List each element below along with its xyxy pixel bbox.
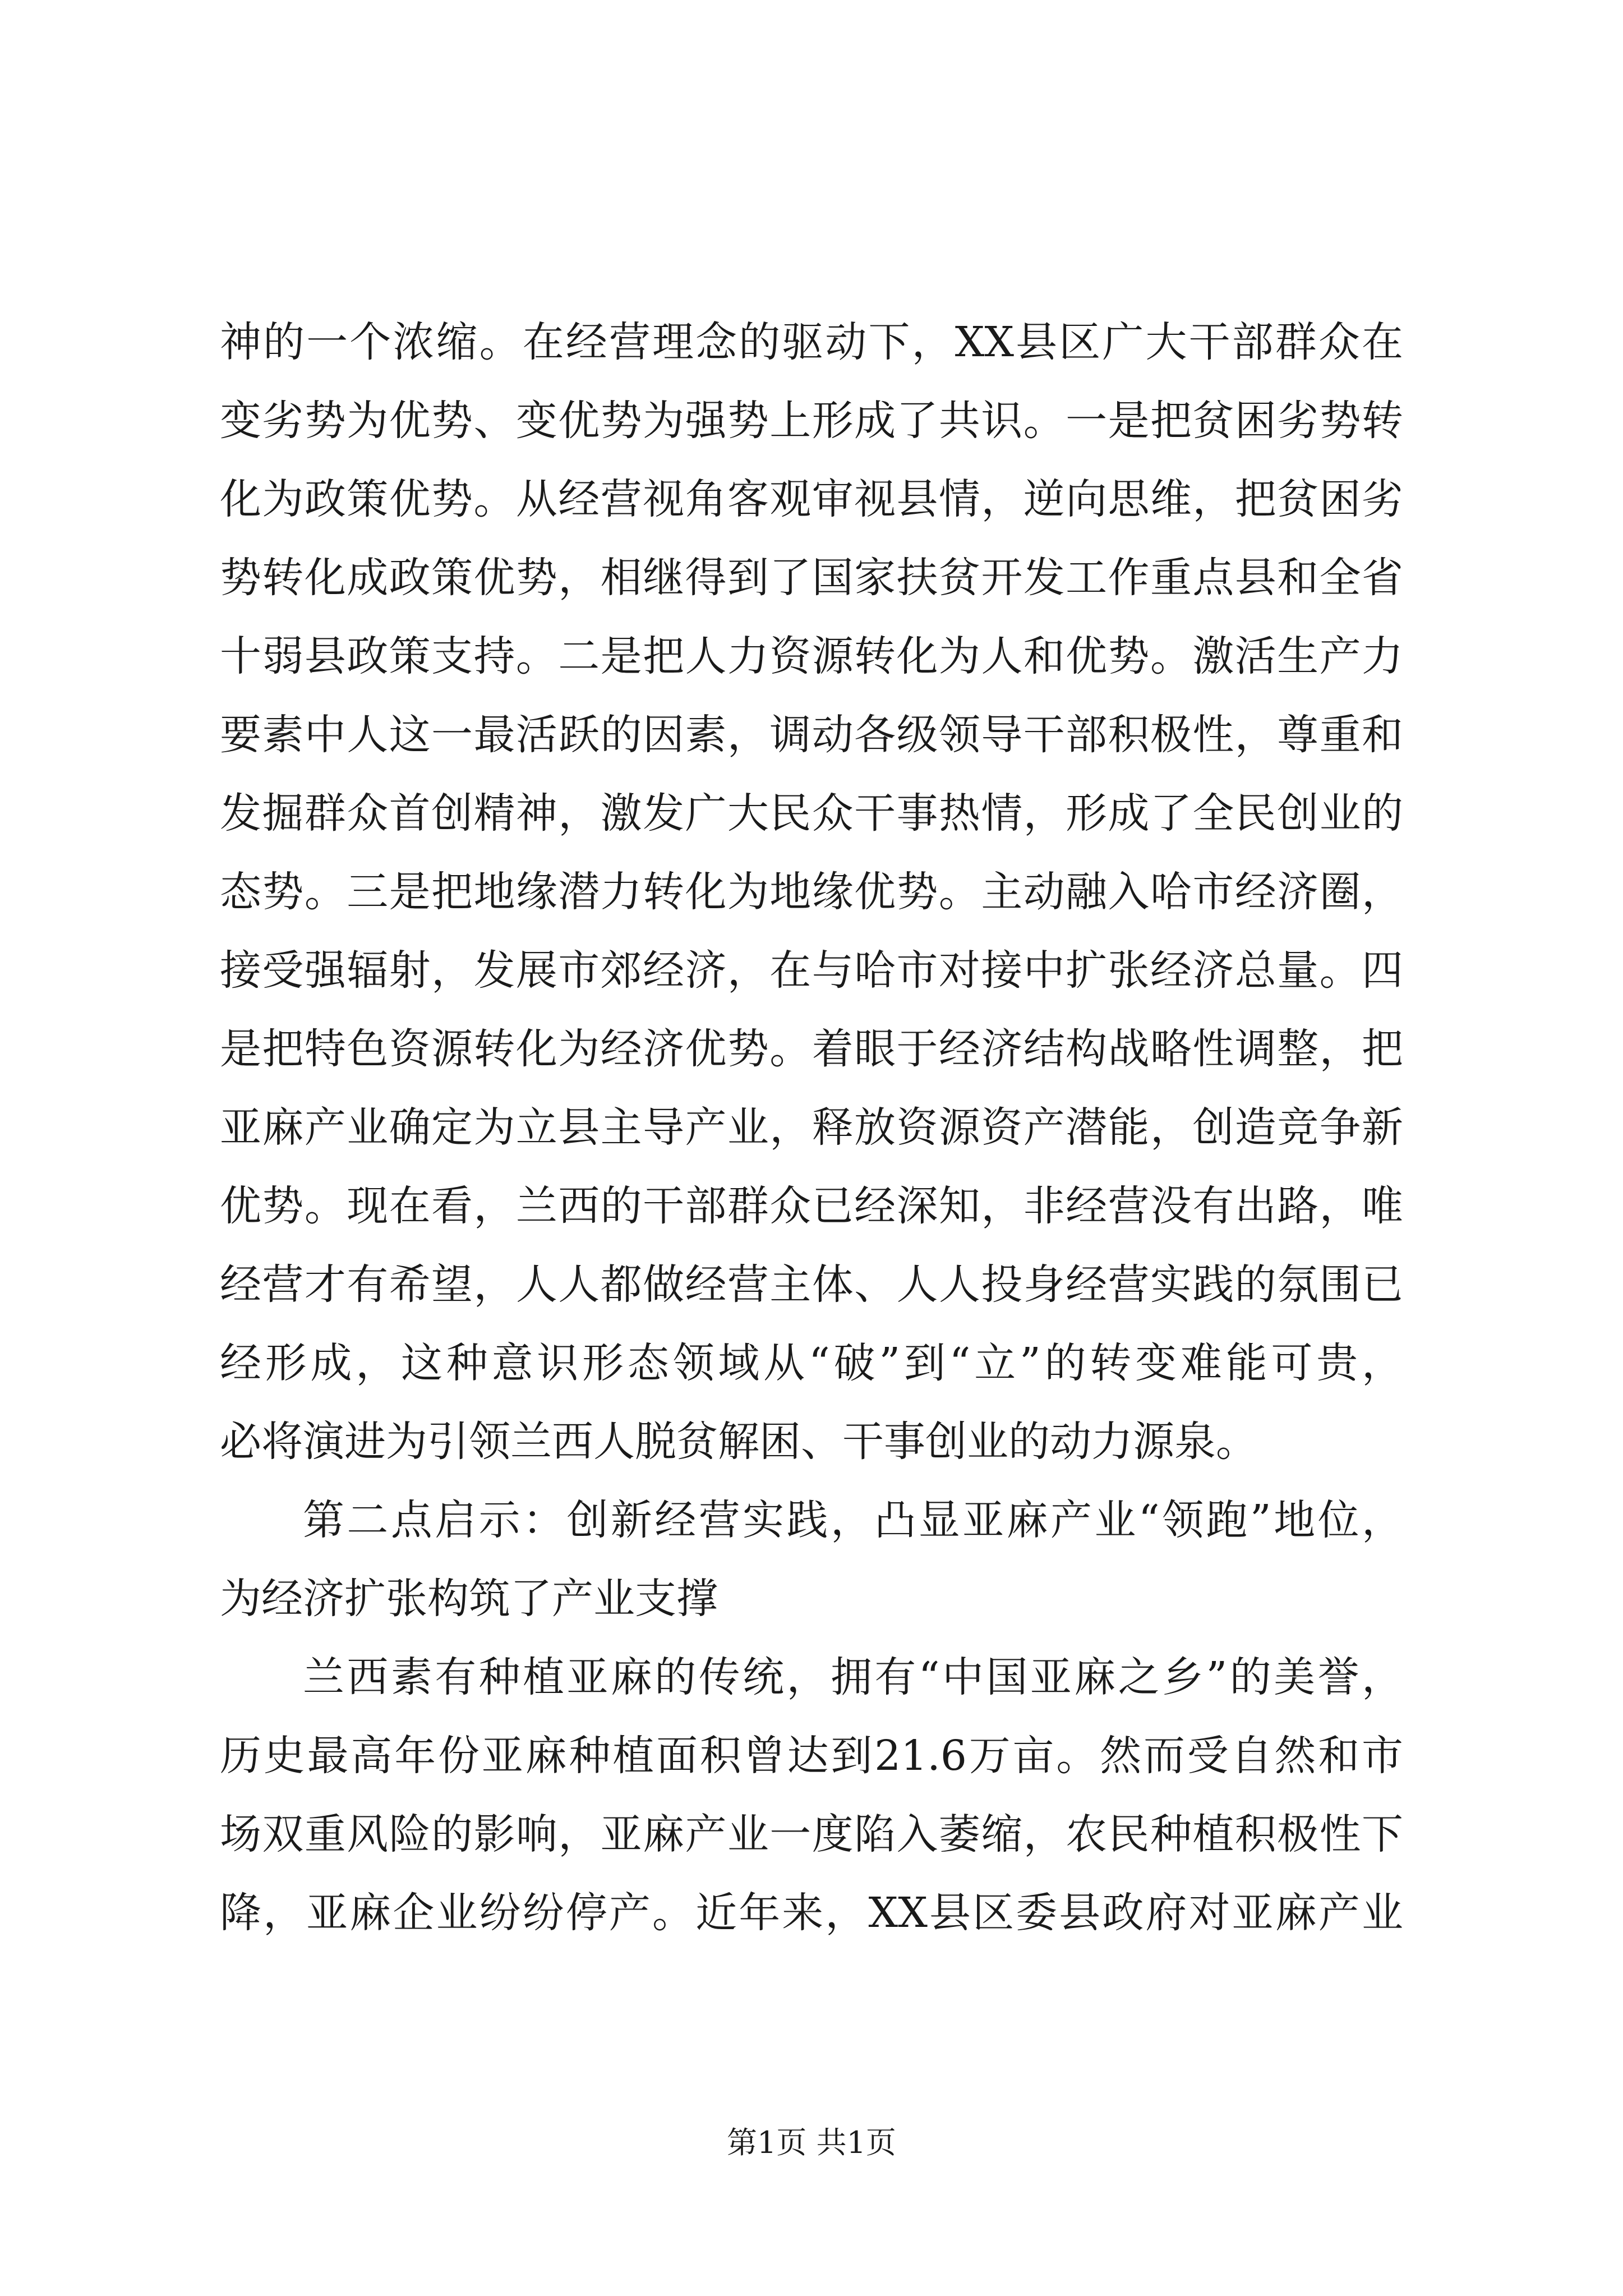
text-line: 经营才有希望，人人都做经营主体、人人投身经营实践的氛围已	[220, 1260, 1403, 1309]
section-heading-end-line: 为经济扩张构筑了产业支撑	[220, 1575, 718, 1623]
text-line: 发掘群众首创精神，激发广大民众干事热情，形成了全民创业的	[220, 789, 1403, 838]
text-line: 接受强辐射，发展市郊经济，在与哈市对接中扩张经济总量。四	[220, 946, 1403, 995]
text-line: 场双重风险的影响，亚麻产业一度陷入萎缩，农民种植积极性下	[220, 1810, 1403, 1858]
document-body	[220, 303, 1403, 1952]
text-line: 势转化成政策优势，相继得到了国家扶贫开发工作重点县和全省	[220, 554, 1403, 602]
text-line: 要素中人这一最活跃的因素，调动各级领导干部积极性，尊重和	[220, 711, 1403, 759]
section-heading-line: 第二点启示：创新经营实践，凸显亚麻产业“领跑”地位，	[303, 1496, 1403, 1544]
text-line: 优势。现在看，兰西的干部群众已经深知，非经营没有出路，唯	[220, 1182, 1403, 1230]
text-line: 神的一个浓缩。在经营理念的驱动下，XX县区广大干部群众在	[220, 318, 1403, 366]
text-line: 降，亚麻企业纷纷停产。近年来，XX县区委县政府对亚麻产业	[220, 1889, 1403, 1937]
page-footer	[0, 2120, 1623, 2165]
paragraph-end-line: 必将演进为引领兰西人脱贫解困、干事创业的动力源泉。	[220, 1418, 1257, 1466]
text-line: 态势。三是把地缘潜力转化为地缘优势。主动融入哈市经济圈，	[220, 868, 1403, 916]
paragraph-start-line: 兰西素有种植亚麻的传统，拥有“中国亚麻之乡”的美誉，	[303, 1653, 1403, 1701]
text-line: 历史最高年份亚麻种植面积曾达到21.6万亩。然而受自然和市	[220, 1732, 1403, 1780]
text-line: 是把特色资源转化为经济优势。着眼于经济结构战略性调整，把	[220, 1025, 1403, 1073]
text-line: 变劣势为优势、变优势为强势上形成了共识。一是把贫困劣势转	[220, 397, 1403, 445]
text-line: 亚麻产业确定为立县主导产业，释放资源资产潜能，创造竞争新	[220, 1103, 1403, 1152]
text-line: 经形成，这种意识形态领域从“破”到“立”的转变难能可贵，	[220, 1339, 1403, 1387]
text-line: 十弱县政策支持。二是把人力资源转化为人和优势。激活生产力	[220, 632, 1403, 680]
page-number: 第1页 共1页	[727, 2125, 896, 2160]
text-line: 化为政策优势。从经营视角客观审视县情，逆向思维，把贫困劣	[220, 475, 1403, 523]
